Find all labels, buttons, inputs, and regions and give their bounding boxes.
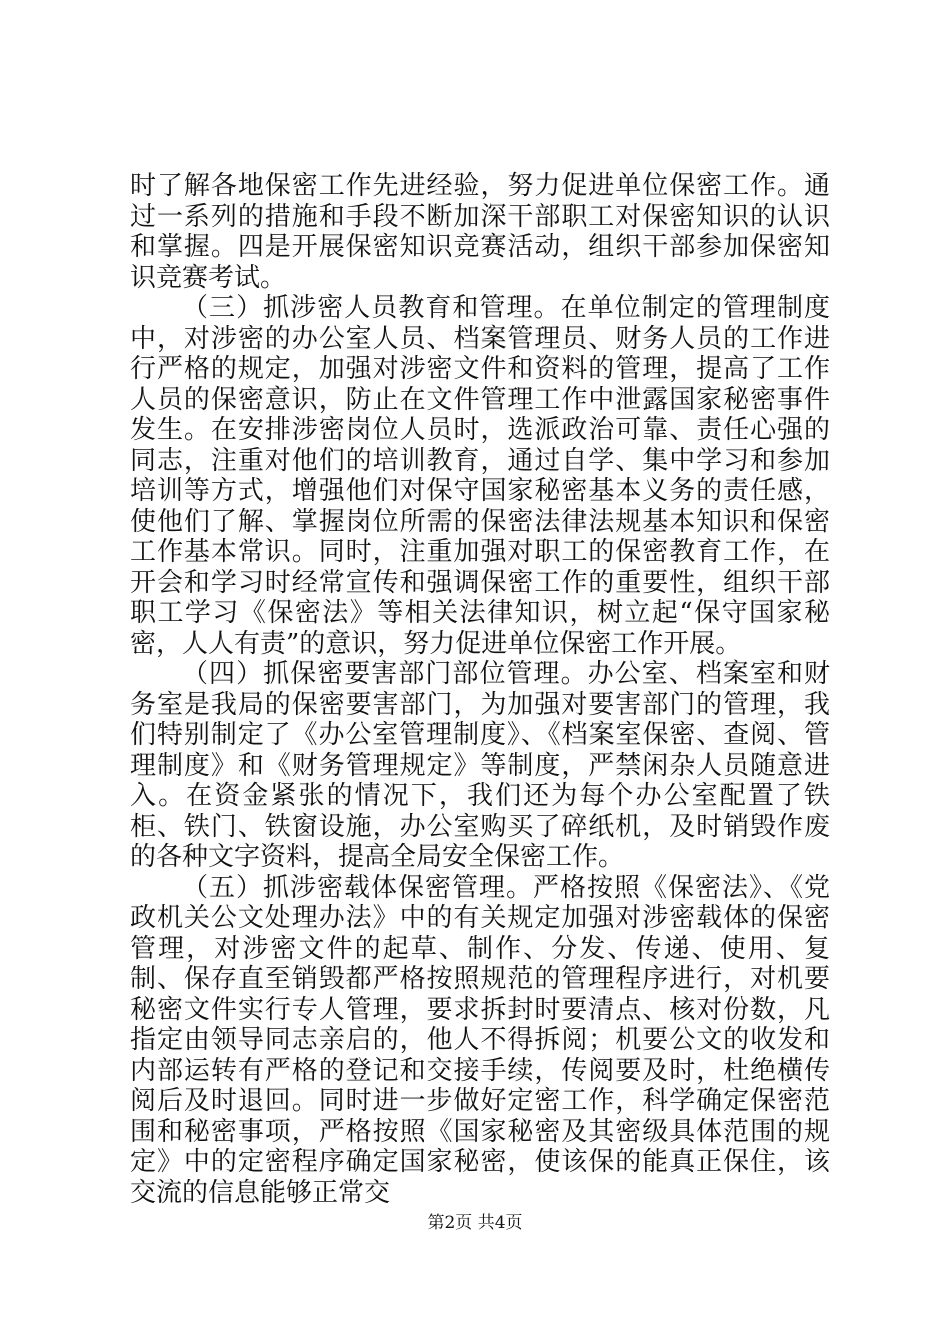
document-body (130, 171, 830, 1208)
paragraph-1: 时了解各地保密工作先进经验，努力促进单位保密工作。通过一系列的措施和手段不断加深干部职工对保密知识的认识和掌握。四是开展保密知识竞赛活动，组织干部参加保密知识竞赛考试。 (130, 171, 830, 293)
page-number-footer: 第2页 共4页 (427, 1213, 523, 1233)
paragraph-4: （五）抓涉密载体保密管理。严格按照《保密法》、《党政机关公文处理办法》中的有关规定加强对涉密载体的保密管理，对涉密文件的起草、制作、分发、传递、使用、复制、保存直至销毁都严格按照规范的管理程序进行，对机要秘密文件实行专人管理，要求拆封时要清点、核对份数，凡指定由领导同志亲启的，他人不得拆阅；机要公文的收发和内部运转有严格的登记和交接手续，传阅要及时，杜绝横传阅后及时退回。同时进一步做好定密工作，科学确定保密范围和秘密事项，严格按照《国家秘密及其密级具体范围的规定》中的定密程序确定国家秘密，使该保的能真正保住，该交流的信息能够正常交 (130, 872, 830, 1208)
paragraph-3: （四）抓保密要害部门部位管理。办公室、档案室和财务室是我局的保密要害部门，为加强对要害部门的管理，我们特别制定了《办公室管理制度》、《档案室保密、查阅、管理制度》和《财务管理规定》等制度，严禁闲杂人员随意进入。在资金紧张的情况下，我们还为每个办公室配置了铁柜、铁门、铁窗设施，办公室购买了碎纸机，及时销毁作废的各种文字资料，提高全局安全保密工作。 (130, 659, 830, 872)
paragraph-2: （三）抓涉密人员教育和管理。在单位制定的管理制度中，对涉密的办公室人员、档案管理员、财务人员的工作进行严格的规定，加强对涉密文件和资料的管理，提高了工作人员的保密意识，防止在文件管理工作中泄露国家秘密事件发生。在安排涉密岗位人员时，选派政治可靠、责任心强的同志，注重对他们的培训教育，通过自学、集中学习和参加培训等方式，增强他们对保守国家秘密基本义务的责任感，使他们了解、掌握岗位所需的保密法律法规基本知识和保密工作基本常识。同时，注重加强对职工的保密教育工作，在开会和学习时经常宣传和强调保密工作的重要性，组织干部职工学习《保密法》等相关法律知识，树立起“保守国家秘密，人人有责”的意识，努力促进单位保密工作开展。 (130, 293, 830, 659)
